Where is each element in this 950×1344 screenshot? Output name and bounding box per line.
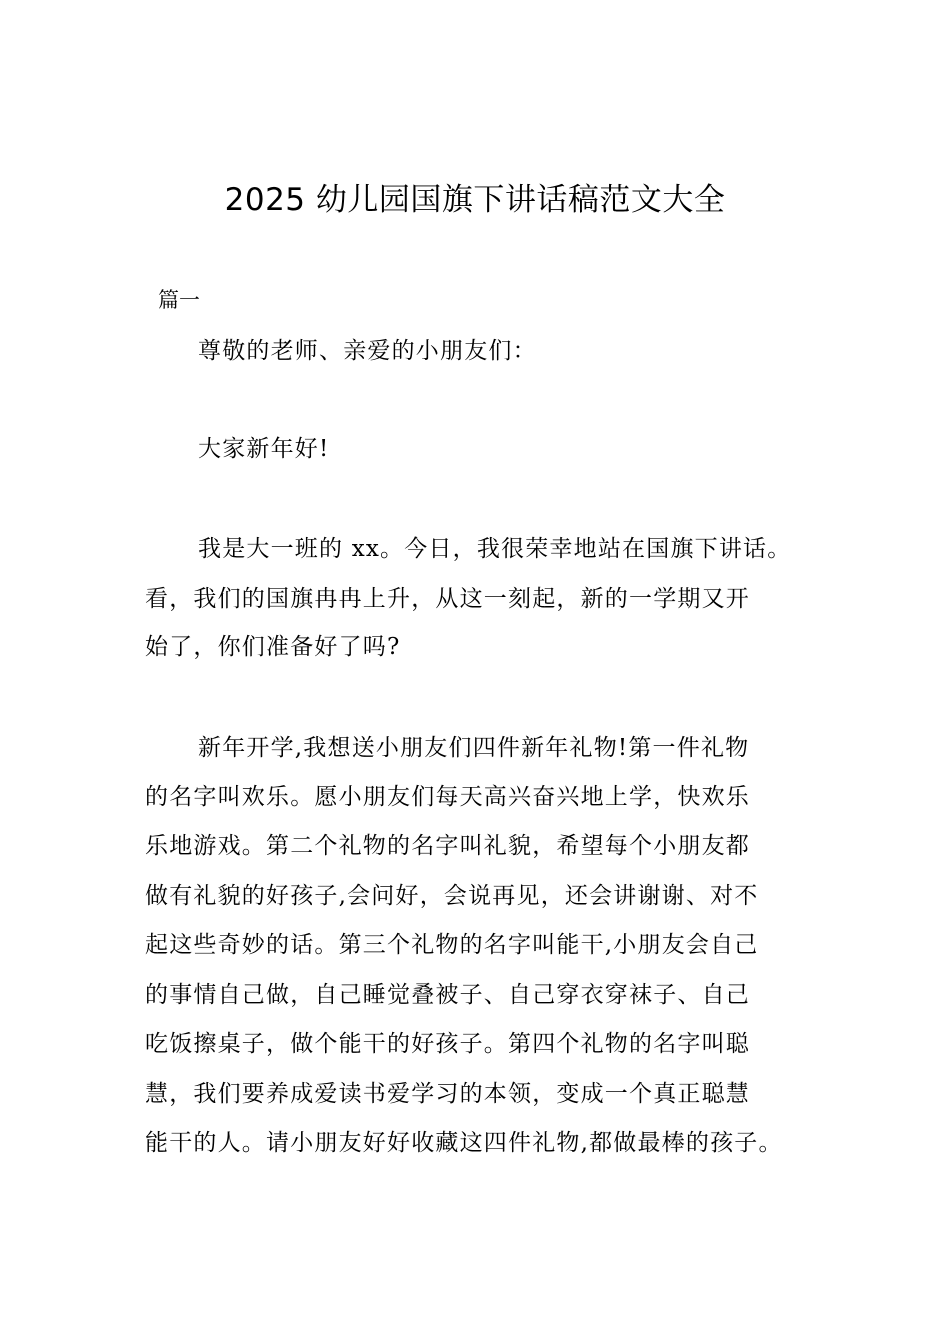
paragraph-line: 做有礼貌的好孩子,会问好，会说再见，还会讲谢谢、对不 xyxy=(145,883,759,909)
paragraph-line: 起这些奇妙的话。第三个礼物的名字叫能干,小朋友会自己 xyxy=(145,932,759,958)
paragraph-line: 乐地游戏。第二个礼物的名字叫礼貌，希望每个小朋友都 xyxy=(145,833,750,859)
new-year-line: 大家新年好! xyxy=(198,436,330,462)
paragraph-line: 的事情自己做，自己睡觉叠被子、自己穿衣穿袜子、自己 xyxy=(145,982,750,1008)
paragraph-line: 看，我们的国旗冉冉上升，从这一刻起，新的一学期又开 xyxy=(145,586,750,612)
paragraph-line: 我是大一班的 xx。今日，我很荣幸地站在国旗下讲话。 xyxy=(198,536,792,562)
paragraph-line: 始了，你们准备好了吗? xyxy=(145,634,401,660)
document-title: 2025 幼儿园国旗下讲话稿范文大全 xyxy=(224,182,726,218)
paragraph-line: 能干的人。请小朋友好好收藏这四件礼物,都做最棒的孩子。 xyxy=(145,1130,783,1156)
paragraph-line: 的名字叫欢乐。愿小朋友们每天高兴奋兴地上学，快欢乐 xyxy=(145,784,750,810)
paragraph-line: 新年开学,我想送小朋友们四件新年礼物!第一件礼物 xyxy=(198,735,750,761)
greeting-line: 尊敬的老师、亲爱的小朋友们： xyxy=(198,338,537,364)
paragraph-line: 慧，我们要养成爱读书爱学习的本领，变成一个真正聪慧 xyxy=(145,1081,750,1107)
section-label: 篇一 xyxy=(158,288,200,312)
paragraph-line: 吃饭擦桌子，做个能干的好孩子。第四个礼物的名字叫聪 xyxy=(145,1031,750,1057)
